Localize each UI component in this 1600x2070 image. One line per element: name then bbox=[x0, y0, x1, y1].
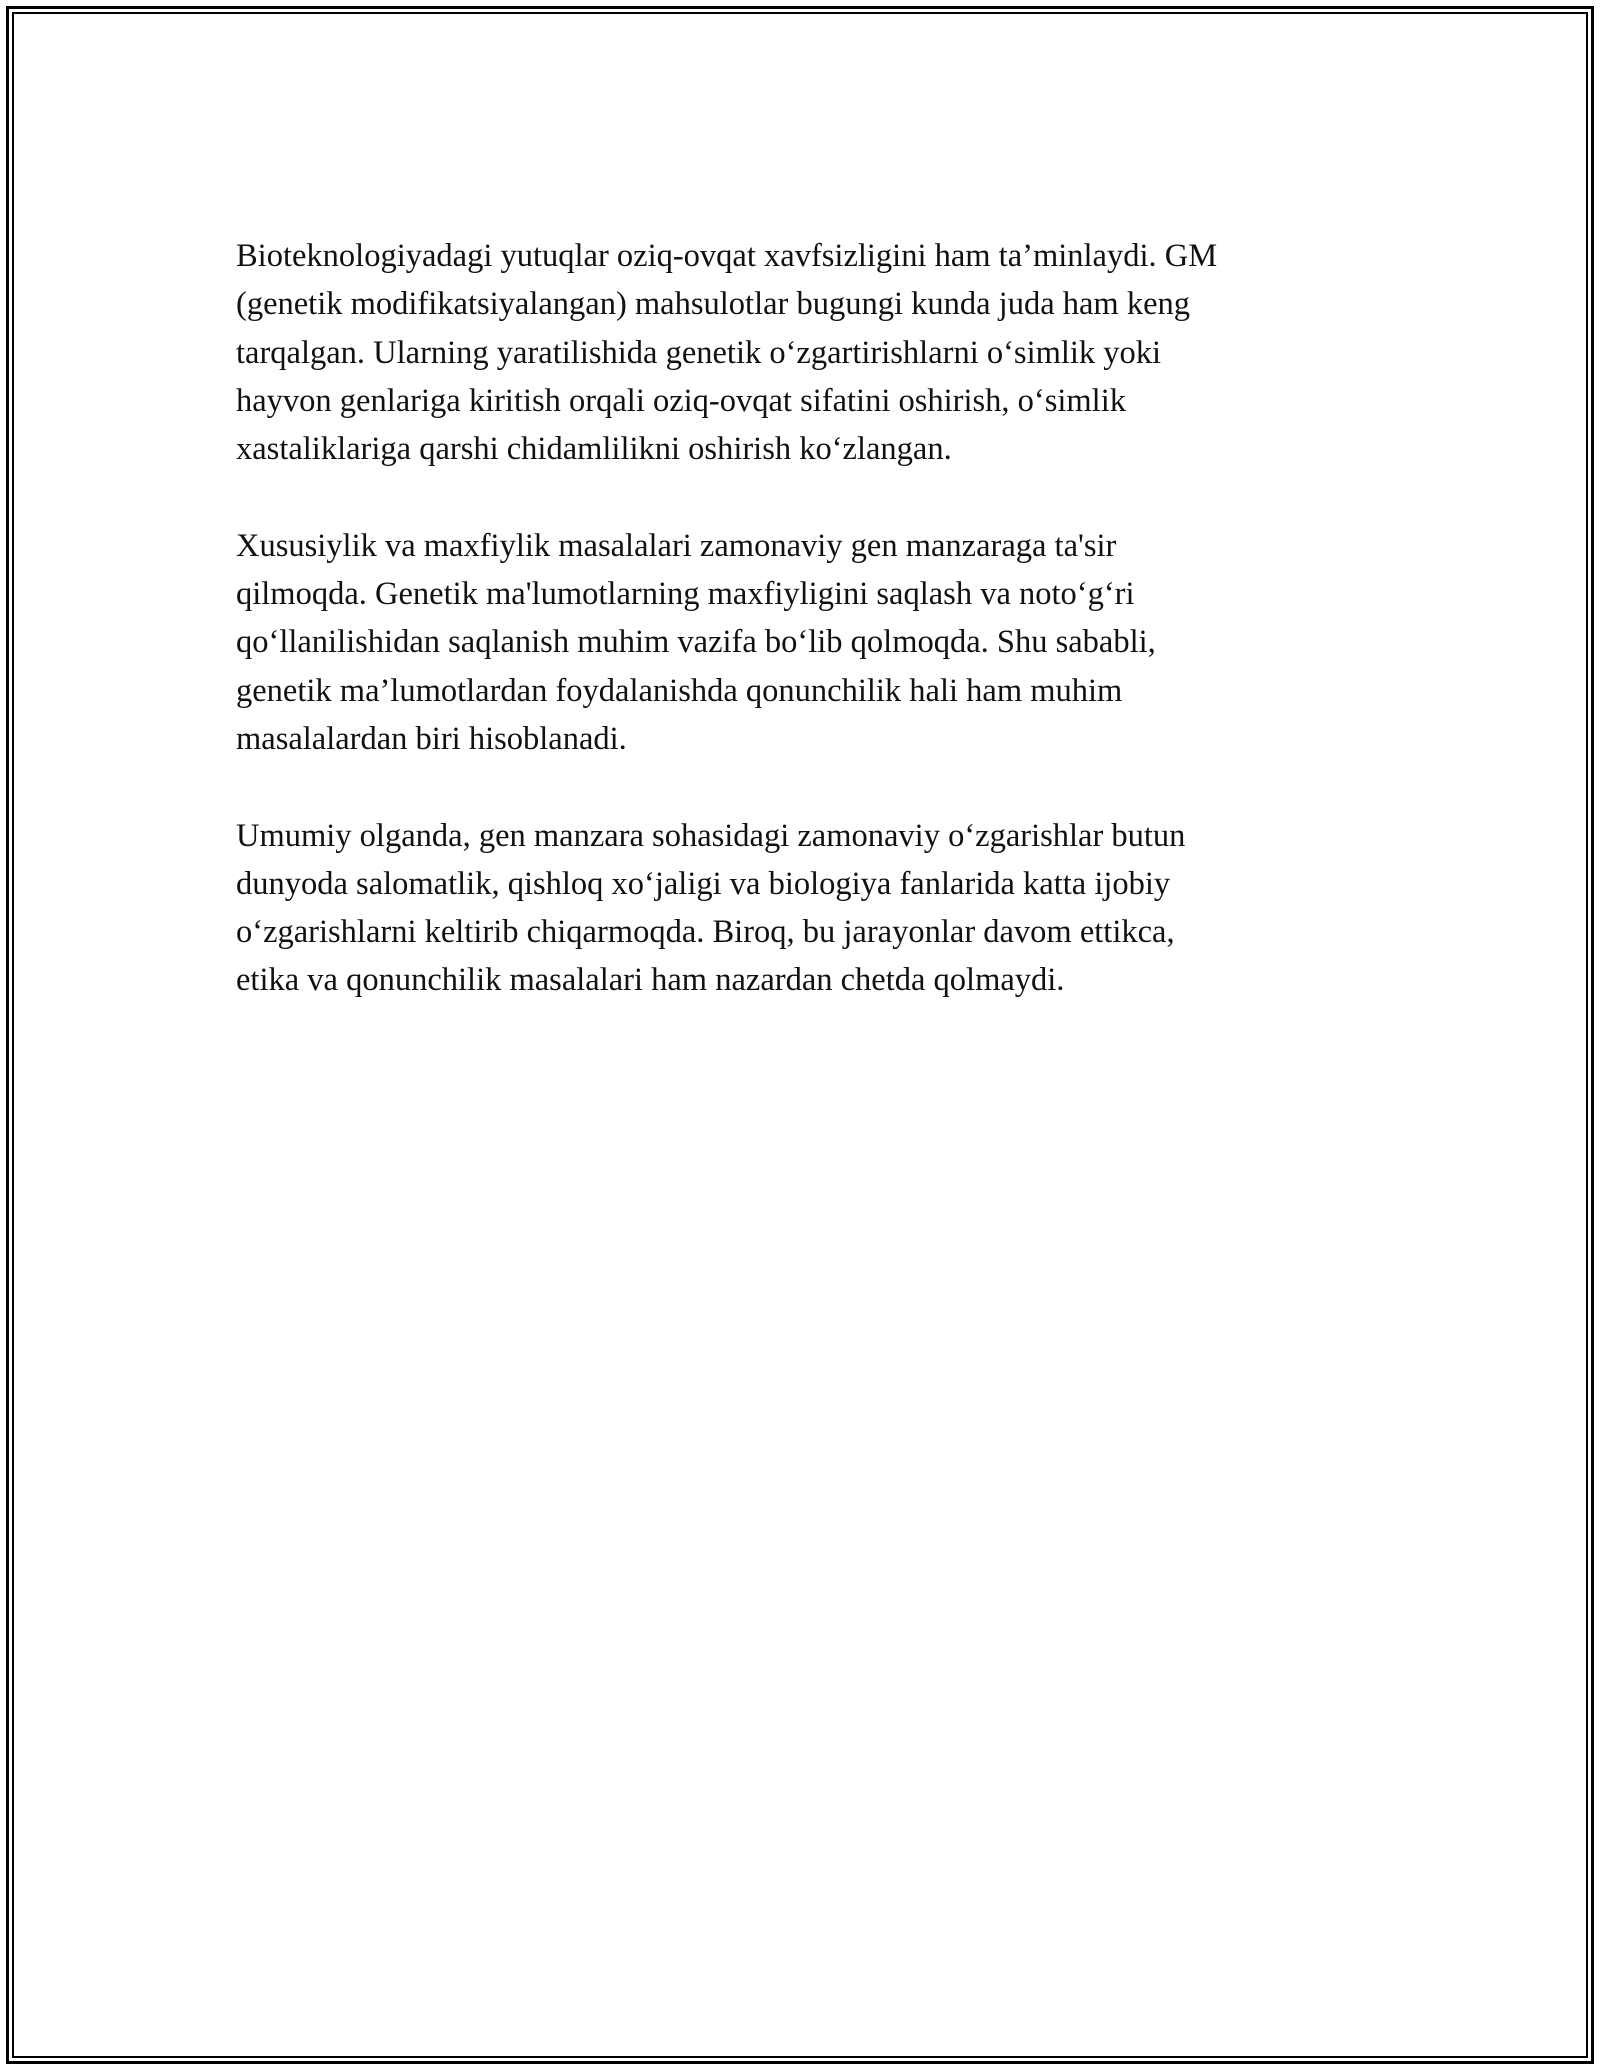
paragraph-line: masalalardan biri hisoblanadi. bbox=[236, 720, 627, 757]
paragraph-line: tarqalgan. Ularning yaratilishida genetik oʻzgartirishlarni oʻsimlik yoki bbox=[236, 334, 1162, 371]
paragraph-line: xastaliklariga qarshi chidamlilikni oshirish koʻzlangan. bbox=[236, 431, 952, 468]
paragraph-line: dunyoda salomatlik, qishloq xoʻjaligi va biologiya fanlarida katta ijobiy bbox=[236, 865, 1171, 902]
paragraph-1 bbox=[236, 232, 1366, 473]
paragraph-line: genetik ma’lumotlardan foydalanishda qonunchilik hali ham muhim bbox=[236, 672, 1123, 709]
paragraph-line: (genetik modifikatsiyalangan) mahsulotlar bugungi kunda juda ham keng bbox=[236, 286, 1191, 323]
paragraph-line: qilmoqda. Genetik ma'lumotlarning maxfiyligini saqlash va notoʻgʻri bbox=[236, 576, 1135, 613]
paragraph-line: hayvon genlariga kiritish orqali oziq-ovqat sifatini oshirish, oʻsimlik bbox=[236, 382, 1126, 419]
paragraph-line: Xususiylik va maxfiylik masalalari zamonaviy gen manzaraga ta'sir bbox=[236, 527, 1117, 564]
paragraph-line: Bioteknologiyadagi yutuqlar oziq-ovqat xavfsizligini ham ta’minlaydi. GM bbox=[236, 238, 1218, 274]
document-body bbox=[236, 232, 1366, 1053]
paragraph-line: Umumiy olganda, gen manzara sohasidagi zamonaviy oʻzgarishlar butun bbox=[236, 817, 1186, 854]
paragraph-line: oʻzgarishlarni keltirib chiqarmoqda. Biroq, bu jarayonlar davom ettikca, bbox=[236, 914, 1175, 951]
paragraph-line: etika va qonunchilik masalalari ham nazardan chetda qolmaydi. bbox=[236, 962, 1065, 999]
paragraph-2 bbox=[236, 522, 1366, 763]
paragraph-3 bbox=[236, 812, 1366, 1005]
paragraph-line: qoʻllanilishidan saqlanish muhim vazifa boʻlib qolmoqda. Shu sababli, bbox=[236, 624, 1156, 661]
